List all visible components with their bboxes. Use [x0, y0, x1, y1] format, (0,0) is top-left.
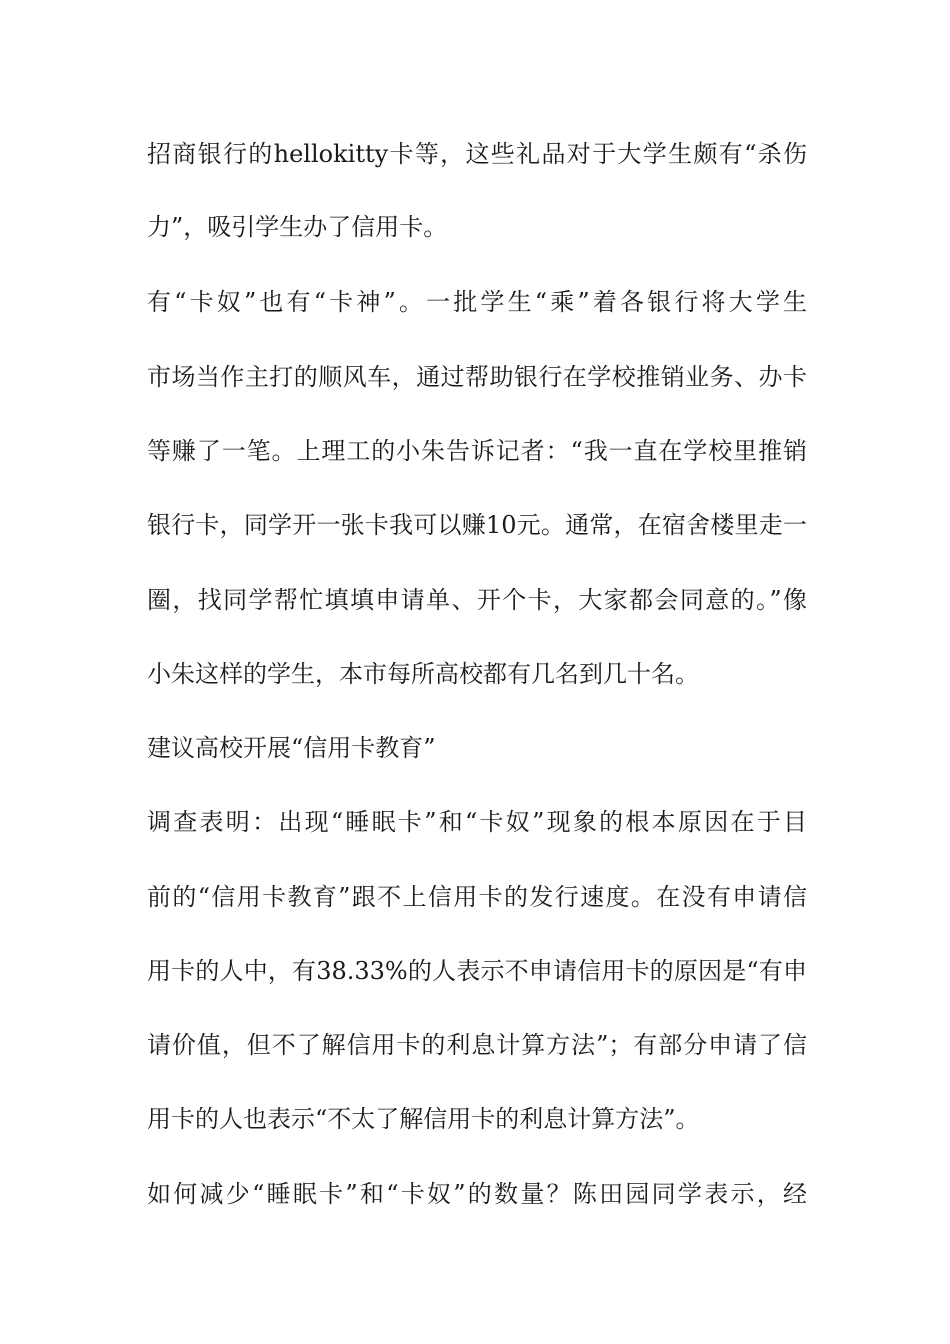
paragraph-line: 如何减少“睡眠卡”和“卡奴”的数量？陈田园同学表示，经: [147, 1180, 807, 1208]
paragraph-line: 圈，找同学帮忙填填申请单、开个卡，大家都会同意的。”像: [147, 586, 807, 614]
paragraph-line: 前的“信用卡教育”跟不上信用卡的发行速度。在没有申请信: [147, 883, 807, 911]
paragraph-line: 调查表明：出现“睡眠卡”和“卡奴”现象的根本原因在于目: [147, 808, 807, 836]
paragraph-line: 等赚了一笔。上理工的小朱告诉记者：“我一直在学校里推销: [147, 437, 807, 465]
paragraph-line: 小朱这样的学生，本市每所高校都有几名到几十名。: [147, 660, 699, 688]
paragraph-line: 力”，吸引学生办了信用卡。: [147, 213, 448, 241]
paragraph-line: 招商银行的hellokitty卡等，这些礼品对于大学生颇有“杀伤: [147, 140, 807, 168]
paragraph-line: 银行卡，同学开一张卡我可以赚10元。通常，在宿舍楼里走一: [147, 511, 807, 539]
paragraph-line: 用卡的人中，有38.33%的人表示不申请信用卡的原因是“有申: [147, 957, 807, 985]
paragraph-line: 请价值，但不了解信用卡的利息计算方法”；有部分申请了信: [147, 1031, 807, 1059]
paragraph-line: 有“卡奴”也有“卡神”。一批学生“乘”着各银行将大学生: [147, 288, 807, 316]
section-heading: 建议高校开展“信用卡教育”: [147, 734, 436, 762]
paragraph-line: 市场当作主打的顺风车，通过帮助银行在学校推销业务、办卡: [147, 363, 807, 391]
paragraph-line: 用卡的人也表示“不太了解信用卡的利息计算方法”。: [147, 1105, 700, 1133]
